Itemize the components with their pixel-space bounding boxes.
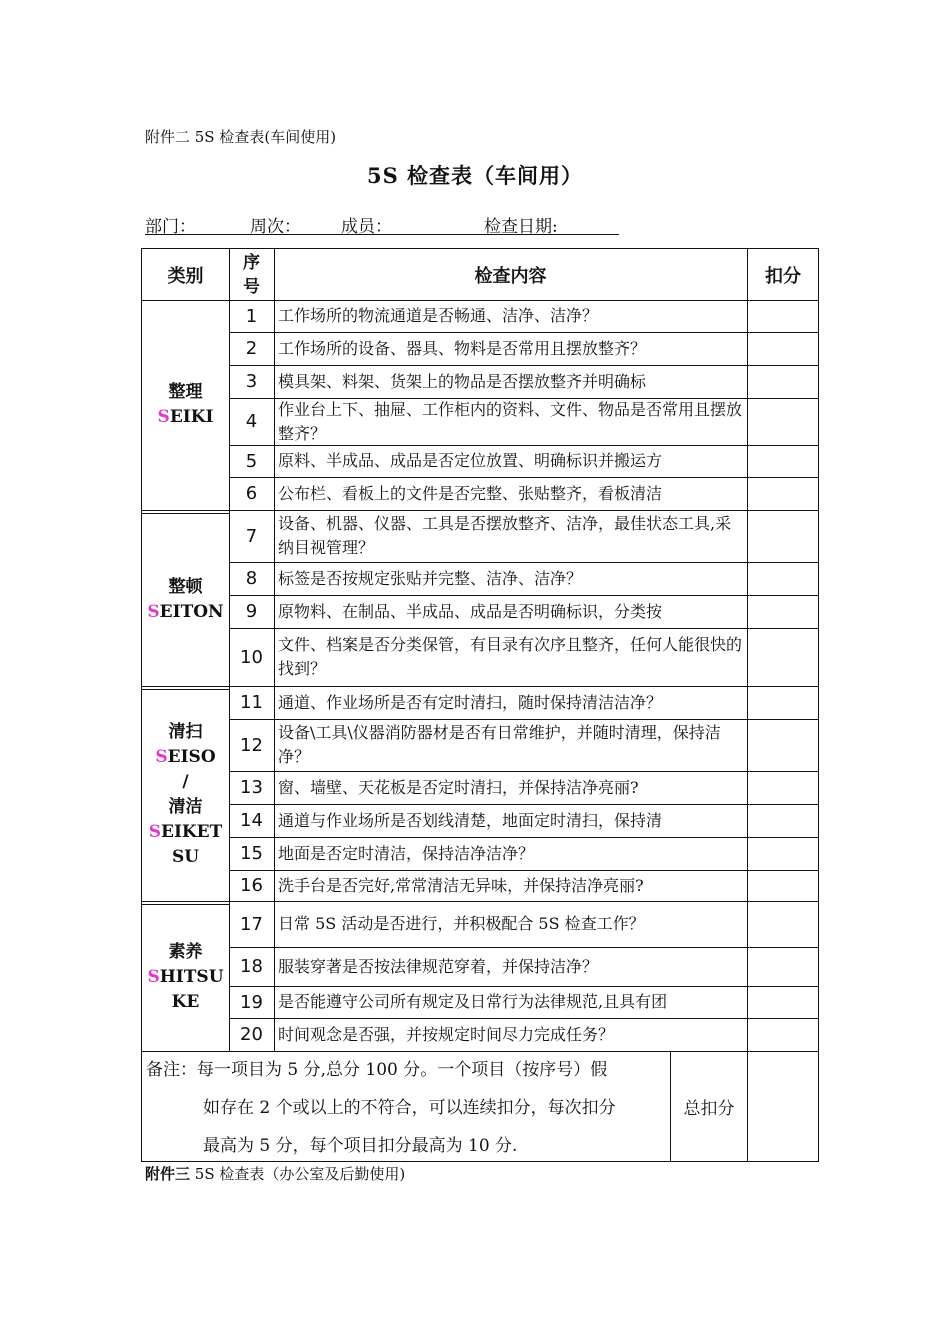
item-no: 11 [240,692,263,713]
item-no: 8 [245,568,258,589]
item-content: 工作场所的物流通道是否畅通、洁净、洁净？ [278,306,599,325]
footer-caption: 附件三 5S 检查表（办公室及后勤使用) [145,1165,406,1183]
category-english-2: SEIKET [148,822,223,842]
item-no: 15 [240,843,263,864]
category-name-2: 清洁 [168,797,203,817]
item-no: 16 [240,875,263,896]
item-no: 3 [245,371,258,392]
item-content: 日常 5S 活动是否进行，并积极配合 5S 检查工作？ [278,914,645,933]
item-content: 原物料、在制品、半成品、成品是否明确标识，分类按 [278,601,663,621]
header-seq-line2: 号 [243,276,260,297]
category-english: SEISO [155,747,216,767]
item-content: 标签是否按规定张贴并完整、洁净、洁净？ [278,568,583,588]
header-seq-line1: 序 [243,252,260,273]
item-no: 12 [240,734,263,756]
note-line-3: 最高为 5 分，每个项目扣分最高为 10 分. [203,1136,518,1156]
category-separator: / [182,772,189,792]
item-content: 时间观念是否强，并按规定时间尽力完成任务？ [278,1024,615,1044]
item-content: 设备\工具\仪器消防器材是否有日常维护，并随时清理，保持洁净？ [278,723,721,766]
category-english-2-tail: SU [171,847,200,867]
item-no: 14 [240,810,263,831]
scoring-note [146,1051,670,1165]
item-no: 17 [240,913,263,935]
item-no: 10 [240,646,263,668]
item-content: 模具架、料架、货架上的物品是否摆放整齐并明确标 [278,371,647,391]
item-content: 是否能遵守公司所有规定及日常行为法律规范,且具有团 [278,992,668,1011]
category-seiso-seiketsu [142,689,229,901]
checklist-table [141,248,819,1162]
category-name: 清扫 [168,722,203,742]
date-label: 检查日期: [484,217,558,237]
week-label: 周次： [250,217,301,237]
category-shitsuke [142,904,229,1051]
item-no: 7 [245,525,258,547]
item-no: 20 [240,1024,263,1045]
category-name: 素养 [168,942,203,962]
document-caption: 附件二 5S 检查表(车间使用) [145,128,337,146]
note-line-1: 备注：每一项目为 5 分,总分 100 分。一个项目（按序号）假 [146,1060,608,1080]
note-line-2: 如存在 2 个或以上的不符合，可以连续扣分，每次扣分 [203,1098,616,1118]
item-content: 服装穿著是否按法律规范穿着，并保持洁净？ [278,956,599,976]
item-content: 窗、墙壁、天花板是否定时清扫，并保持洁净亮丽? [278,777,639,797]
item-no: 13 [240,777,263,798]
item-content: 原料、半成品、成品是否定位放置、明确标识并搬运方 [278,451,663,470]
department-label: 部门： [145,217,196,237]
item-no: 2 [245,338,258,359]
info-line [145,212,619,235]
header-deduct: 扣分 [765,265,801,287]
category-name: 整顿 [168,576,203,597]
page-title: 5S 检查表（车间用） [366,163,584,188]
item-content: 工作场所的设备、器具、物料是否常用且摆放整齐？ [278,338,647,358]
item-content: 文件、档案是否分类保管，有目录有次序且整齐，任何人能很快的找到？ [278,635,743,678]
item-content: 洗手台是否完好,常常清洁无异味，并保持洁净亮丽? [278,875,644,895]
item-content: 通道、作业场所是否有定时清扫，随时保持清洁洁净？ [278,692,663,712]
members-label: 成员： [341,217,392,237]
item-no: 6 [245,483,258,504]
item-content: 设备、机器、仪器、工具是否摆放整齐、洁净，最佳状态工具,采纳目视管理？ [278,514,732,557]
category-english-tail: KE [171,992,200,1012]
item-no: 1 [245,305,258,327]
item-content: 通道与作业场所是否划线清楚，地面定时清扫，保持清 [278,810,663,830]
category-seiri [142,300,229,510]
item-no: 19 [240,991,263,1013]
total-deduction-label: 总扣分 [683,1098,735,1119]
category-english: SHITSU [147,967,224,987]
item-content: 作业台上下、抽屉、工作柜内的资料、文件、物品是否常用且摆放整齐？ [278,399,743,443]
header-seq [229,249,274,300]
item-no: 5 [245,450,258,472]
header-category: 类别 [167,265,204,287]
item-no: 4 [245,411,258,432]
category-english: SEITON [147,601,224,622]
header-content: 检查内容 [474,265,547,287]
item-content: 公布栏、看板上的文件是否完整、张贴整齐，看板清洁 [278,483,663,503]
item-no: 18 [240,956,263,977]
category-name: 整理 [168,382,203,402]
item-no: 9 [245,601,258,622]
category-english: SEIKI [157,407,214,427]
item-content: 地面是否定时清洁，保持洁净洁净？ [278,843,535,863]
category-seiton [142,513,229,686]
